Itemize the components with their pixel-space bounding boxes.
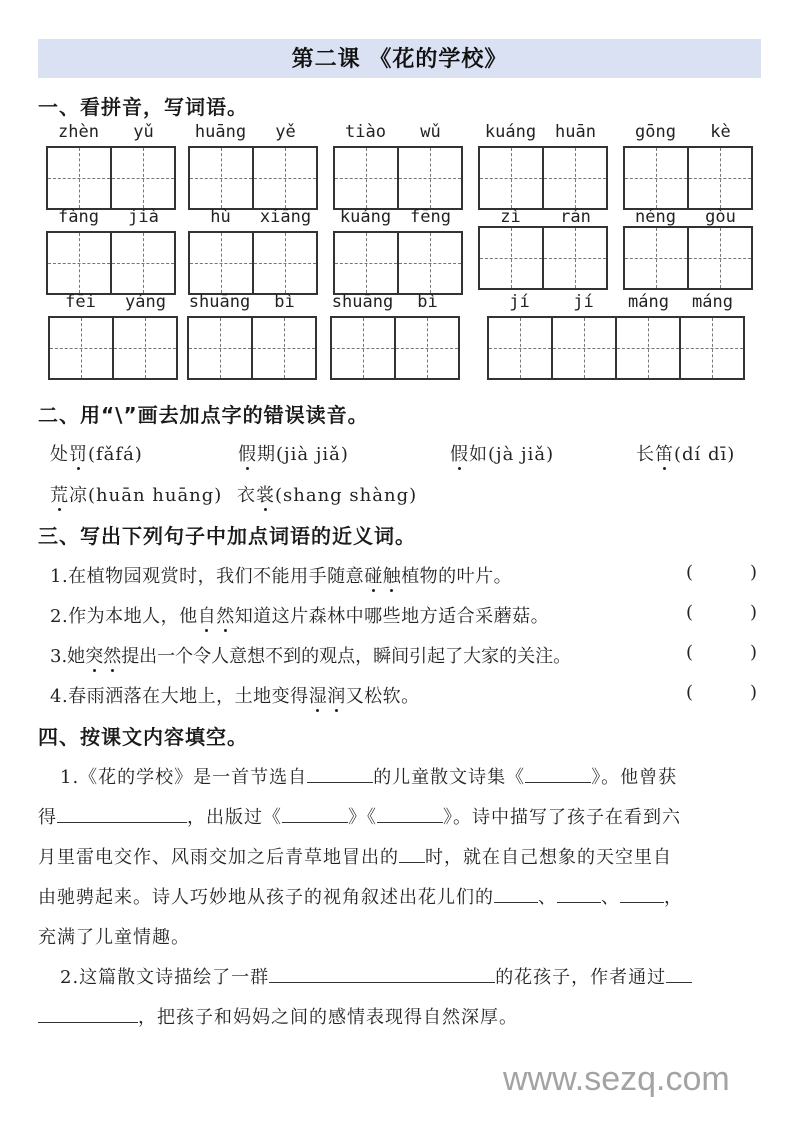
grid-cell[interactable] — [335, 148, 399, 208]
text: ， — [664, 887, 683, 908]
pinyin-label: huān — [555, 122, 596, 142]
answer-blank[interactable] — [696, 680, 750, 706]
pronunciation-item[interactable] — [238, 440, 349, 466]
answer-blank[interactable] — [696, 640, 750, 666]
pinyin-label: máng — [692, 292, 733, 312]
fill-blank[interactable] — [494, 884, 538, 903]
synonym-question-4 — [50, 682, 420, 708]
text: 的花孩子，作者通过 — [495, 967, 667, 988]
title-band — [38, 39, 761, 78]
pinyin-label: tiào — [345, 122, 386, 142]
grid-cell[interactable] — [399, 233, 461, 293]
dotted-text: 湿润 — [308, 686, 346, 707]
dotted-char: 裳 — [256, 485, 275, 506]
pinyin-options: (fǎfá) — [88, 444, 143, 465]
pinyin-label: jí — [573, 292, 594, 312]
writing-grid[interactable] — [48, 316, 178, 380]
dotted-char: 罚 — [69, 444, 88, 465]
fill-blank[interactable] — [525, 764, 591, 783]
watermark: www.sezq.com — [503, 1060, 730, 1098]
fill-line-2 — [38, 803, 681, 829]
pinyin-label: fēi — [65, 292, 96, 312]
word-char: 衣 — [237, 485, 256, 506]
pinyin-label: kuáng — [339, 207, 392, 227]
fill-line-4 — [38, 883, 683, 909]
fill-line-7 — [38, 1003, 518, 1029]
fill-line-5 — [38, 923, 190, 949]
writing-grid[interactable] — [487, 316, 745, 380]
pinyin-label: huāng — [194, 122, 247, 142]
pronunciation-item[interactable] — [636, 440, 735, 466]
dotted-word — [364, 566, 401, 587]
grid-cell[interactable] — [625, 228, 689, 288]
answer-paren-open: ( — [686, 562, 694, 583]
grid-cell[interactable] — [480, 228, 544, 288]
pinyin-label: fēng — [410, 207, 451, 227]
synonym-question-1 — [50, 562, 512, 588]
pinyin-label: zhèn — [58, 122, 99, 142]
pinyin-options: (shang shàng) — [275, 485, 418, 506]
fill-blank[interactable] — [557, 884, 601, 903]
writing-grid[interactable] — [46, 231, 176, 295]
word-char: 如 — [469, 444, 488, 465]
text: ，把孩子和妈妈之间的感情表现得自然深厚。 — [138, 1007, 518, 1028]
grid-cell[interactable] — [617, 318, 681, 378]
text: 的儿童散文诗集《 — [373, 767, 526, 788]
pinyin-label: shuāng — [188, 292, 251, 312]
text: 》。他曾获 — [591, 767, 678, 788]
text: 得 — [38, 807, 57, 828]
dotted-text: 自然 — [197, 606, 235, 627]
fill-blank[interactable] — [57, 804, 187, 823]
page-title: 第二课 《花的学校》 — [291, 47, 508, 72]
text: 由驰骋起来。诗人巧妙地从孩子的视角叙述出花儿们的 — [38, 887, 494, 908]
text: 、 — [538, 887, 557, 908]
pinyin-label: gōng — [635, 122, 676, 142]
answer-paren-close: ) — [750, 562, 758, 583]
pronunciation-item[interactable] — [237, 481, 417, 507]
grid-cell[interactable] — [681, 318, 743, 378]
pinyin-label: kè — [710, 122, 731, 142]
fill-blank[interactable] — [620, 884, 664, 903]
writing-grid[interactable] — [188, 231, 318, 295]
writing-grid[interactable] — [333, 146, 463, 210]
fill-blank[interactable] — [38, 1004, 138, 1023]
text: 充满了儿童情趣。 — [38, 927, 190, 948]
grid-cell[interactable] — [253, 318, 315, 378]
pinyin-label: jià — [128, 207, 159, 227]
pinyin-label: néng — [635, 207, 676, 227]
pinyin-label: shuāng — [331, 292, 394, 312]
sentence-text: 4.春雨洒落在大地上，土地变得 — [50, 686, 309, 707]
grid-cell[interactable] — [48, 233, 112, 293]
sentence-text: 知道这片森林中哪些地方适合采蘑菇。 — [234, 606, 550, 627]
text: 2.这篇散文诗描绘了一群 — [60, 967, 270, 988]
dotted-text: 碰触 — [364, 566, 402, 587]
section-2-heading: 二、用“\”画去加点字的错误读音。 — [38, 403, 369, 427]
grid-cell[interactable] — [625, 148, 689, 208]
grid-cell[interactable] — [689, 228, 751, 288]
fill-blank[interactable] — [377, 804, 443, 823]
pinyin-options: (dí dī) — [674, 444, 736, 465]
fill-blank[interactable] — [282, 804, 348, 823]
grid-cell[interactable] — [332, 318, 396, 378]
fill-blank[interactable] — [666, 964, 692, 983]
grid-cell[interactable] — [489, 318, 553, 378]
answer-paren-open: ( — [686, 602, 694, 623]
text: 、 — [601, 887, 620, 908]
word-char: 处 — [50, 444, 69, 465]
text: 》《 — [348, 807, 377, 828]
fill-blank[interactable] — [399, 844, 425, 863]
sentence-text: 3.她 — [50, 646, 86, 667]
writing-grid[interactable] — [478, 226, 608, 290]
pinyin-label: gòu — [705, 207, 736, 227]
writing-grid[interactable] — [46, 146, 176, 210]
answer-paren-close: ) — [750, 682, 758, 703]
answer-blank[interactable] — [696, 600, 750, 626]
pinyin-label: rán — [560, 207, 591, 227]
answer-paren-open: ( — [686, 642, 694, 663]
section-1-heading: 一、看拼音，写词语。 — [38, 95, 248, 119]
grid-cell[interactable] — [396, 318, 458, 378]
pinyin-label: yǔ — [133, 122, 154, 142]
synonym-question-3 — [50, 642, 571, 668]
grid-cell[interactable] — [480, 148, 544, 208]
answer-paren-close: ) — [750, 642, 758, 663]
text: 月里雷电交作、风雨交加之后青草地冒出的 — [38, 847, 399, 868]
writing-grid[interactable] — [478, 146, 608, 210]
sentence-text: 1.在植物园观赏时，我们不能用手随意 — [50, 566, 365, 587]
pinyin-options: (jià jiǎ) — [276, 444, 349, 465]
grid-cell[interactable] — [553, 318, 617, 378]
writing-grid[interactable] — [623, 146, 753, 210]
text: 》。诗中描写了孩子在看到六 — [443, 807, 681, 828]
grid-cell[interactable] — [48, 148, 112, 208]
grid-cell[interactable] — [254, 233, 316, 293]
pronunciation-item[interactable] — [50, 481, 222, 507]
sentence-text: 提出一个令人意想不到的观点，瞬间引起了大家的关注。 — [121, 646, 572, 667]
answer-blank[interactable] — [696, 560, 750, 586]
fill-line-6 — [60, 963, 692, 989]
word-char: 期 — [257, 444, 276, 465]
text: 时，就在自己想象的天空里自 — [425, 847, 672, 868]
writing-grid[interactable] — [333, 231, 463, 295]
grid-cell[interactable] — [189, 318, 253, 378]
pinyin-label: xiāng — [259, 207, 312, 227]
pinyin-label: yáng — [125, 292, 166, 312]
answer-paren-close: ) — [750, 602, 758, 623]
word-char: 长 — [636, 444, 655, 465]
dotted-text: 突然 — [85, 646, 122, 667]
word-char: 凉 — [69, 485, 88, 506]
pinyin-options: (jà jiǎ) — [488, 444, 555, 465]
grid-cell[interactable] — [254, 148, 316, 208]
dotted-char: 假 — [450, 444, 469, 465]
pinyin-label: bì — [274, 292, 295, 312]
synonym-question-2 — [50, 602, 549, 628]
pinyin-label: yě — [275, 122, 296, 142]
pinyin-label: fàng — [58, 207, 99, 227]
dotted-char: 笛 — [655, 444, 674, 465]
grid-cell[interactable] — [114, 318, 176, 378]
fill-line-3 — [38, 843, 672, 869]
grid-cell[interactable] — [399, 148, 461, 208]
text: ，出版过《 — [187, 807, 282, 828]
sentence-text: 又松软。 — [345, 686, 420, 707]
pinyin-label: kuáng — [484, 122, 537, 142]
dotted-char: 假 — [238, 444, 257, 465]
answer-paren-open: ( — [686, 682, 694, 703]
writing-grid[interactable] — [188, 146, 318, 210]
section-3-heading: 三、写出下列句子中加点词语的近义词。 — [38, 524, 416, 548]
section-4-heading: 四、按课文内容填空。 — [38, 725, 248, 749]
sentence-text: 植物的叶片。 — [401, 566, 513, 587]
pinyin-label: wǔ — [420, 122, 441, 142]
grid-cell[interactable] — [190, 148, 254, 208]
writing-grid[interactable] — [623, 226, 753, 290]
writing-grid[interactable] — [330, 316, 460, 380]
pinyin-label: zì — [500, 207, 521, 227]
text: 1.《花的学校》是一首节选自 — [60, 767, 308, 788]
pronunciation-item[interactable] — [450, 440, 554, 466]
grid-cell[interactable] — [544, 148, 606, 208]
grid-cell[interactable] — [112, 148, 174, 208]
grid-cell[interactable] — [50, 318, 114, 378]
fill-blank[interactable] — [269, 964, 495, 983]
fill-line-1 — [60, 763, 677, 789]
writing-grid[interactable] — [187, 316, 317, 380]
fill-blank[interactable] — [307, 764, 373, 783]
grid-cell[interactable] — [112, 233, 174, 293]
grid-cell[interactable] — [190, 233, 254, 293]
pinyin-label: hù — [210, 207, 231, 227]
pinyin-label: máng — [628, 292, 669, 312]
grid-cell[interactable] — [544, 228, 606, 288]
pinyin-options: (huān huāng) — [88, 485, 223, 506]
grid-cell[interactable] — [689, 148, 751, 208]
pronunciation-item[interactable] — [50, 440, 143, 466]
grid-cell[interactable] — [335, 233, 399, 293]
pinyin-label: bì — [417, 292, 438, 312]
sentence-text: 2.作为本地人，他 — [50, 606, 198, 627]
dotted-char: 荒 — [50, 485, 69, 506]
pinyin-label: jí — [509, 292, 530, 312]
